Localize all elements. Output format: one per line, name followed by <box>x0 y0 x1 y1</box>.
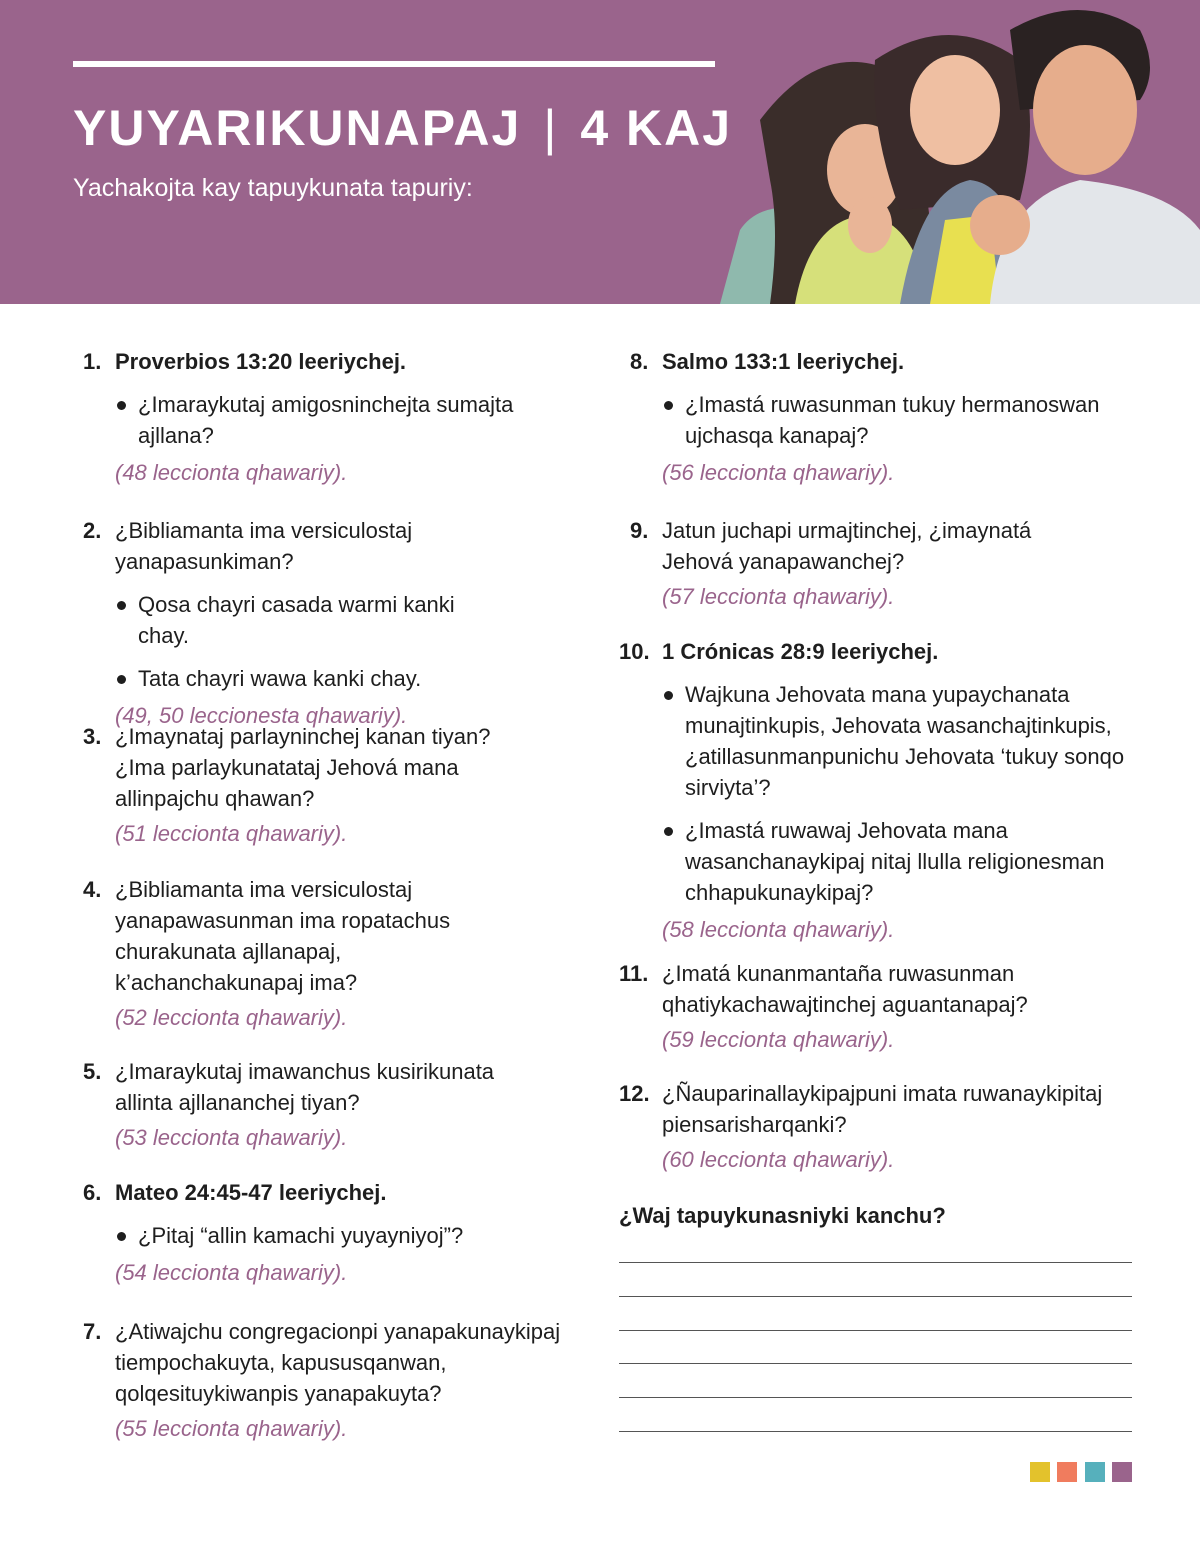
question-text: Salmo 133:1 leeriychej. <box>662 349 905 374</box>
question-number: 6. <box>83 1180 102 1205</box>
bullet-point: ¿Pitaj “allin kamachi yuyayniyoj”? <box>115 1220 585 1251</box>
question-number: 7. <box>83 1319 102 1344</box>
lesson-reference: (55 leccionta qhawariy). <box>115 1416 348 1441</box>
lesson-reference: (59 leccionta qhawariy). <box>662 1027 895 1052</box>
question-number: 2. <box>83 518 102 543</box>
bullet-point: ¿Imaraykutaj amigosninchejta sumajta ajllana? <box>115 389 585 451</box>
question-item <box>83 1177 583 1288</box>
family-praying-illustration <box>700 0 1200 304</box>
question-number: 9. <box>630 518 649 543</box>
question-text: ¿Imatá kunanmantaña ruwasunman qhatiykachawajtinchej aguantanapaj? <box>662 961 1028 1017</box>
lesson-reference: (58 leccionta qhawariy). <box>662 917 895 942</box>
color-square-purple <box>1112 1462 1132 1482</box>
extra-question-label: ¿Waj tapuykunasniyki kanchu? <box>619 1203 946 1228</box>
question-text: Jatun juchapi urmajtinchej, ¿imaynatá Jehová yanapawanchej? <box>662 518 1032 574</box>
lesson-reference: (57 leccionta qhawariy). <box>662 584 895 609</box>
question-item <box>630 346 1130 488</box>
question-number: 12. <box>619 1081 650 1106</box>
answer-line[interactable] <box>619 1330 1132 1331</box>
question-number: 10. <box>619 639 650 664</box>
question-number: 1. <box>83 349 102 374</box>
bullet-point: Wajkuna Jehovata mana yupaychanata munajtinkupis, Jehovata wasanchajtinkupis, ¿atillasunmanpunichu Jehovata ‘tukuy sonqo sirviyta’? <box>662 679 1182 803</box>
question-text: ¿Bibliamanta ima versiculostaj yanapawasunman ima ropatachus churakunata ajllanapaj, k’achanchakunapaj ima? <box>115 877 451 995</box>
subtitle: Yachakojta kay tapuykunata tapuriy: <box>73 174 473 202</box>
question-text: 1 Crónicas 28:9 leeriychej. <box>662 639 939 664</box>
question-item <box>83 1316 583 1444</box>
lesson-reference: (53 leccionta qhawariy). <box>115 1125 348 1150</box>
question-number: 11. <box>619 961 649 986</box>
question-number: 5. <box>83 1059 102 1084</box>
header-banner <box>0 0 1200 304</box>
question-number: 8. <box>630 349 649 374</box>
answer-line[interactable] <box>619 1262 1132 1263</box>
question-text: ¿Atiwajchu congregacionpi yanapakunaykipaj tiempochakuyta, kapususqanwan, qolqesituykiwanpis yanapakuyta? <box>115 1319 561 1406</box>
question-item <box>83 721 583 849</box>
question-text: ¿Imaraykutaj imawanchus kusirikunata allinta ajllananchej tiyan? <box>115 1059 495 1115</box>
color-square-teal <box>1085 1462 1105 1482</box>
title-right: 4 KAJ <box>580 100 733 156</box>
bullet-point: ¿Imastá ruwawaj Jehovata mana wasanchanaykipaj nitaj llulla religionesman chhapukunaykipaj? <box>662 815 1182 908</box>
bullet-point: Tata chayri wawa kanki chay. <box>115 663 465 694</box>
question-text: ¿Bibliamanta ima versiculostaj yanapasunkiman? <box>115 518 413 574</box>
bullet-point: Qosa chayri casada warmi kanki chay. <box>115 589 465 651</box>
page-title <box>73 98 732 158</box>
answer-line[interactable] <box>619 1296 1132 1297</box>
answer-line[interactable] <box>619 1363 1132 1364</box>
question-item <box>619 1078 1119 1175</box>
title-left: YUYARIKUNAPAJ <box>73 100 522 156</box>
header-rule <box>73 61 715 67</box>
lesson-reference: (54 leccionta qhawariy). <box>115 1260 348 1285</box>
question-item <box>83 515 583 731</box>
question-text: ¿Imaynataj parlayninchej kanan tiyan? ¿Ima parlaykunatataj Jehová mana allinpajchu qhawan? <box>115 724 491 811</box>
question-item <box>619 958 1119 1055</box>
question-text: ¿Ñauparinallaykipajpuni imata ruwanaykipitaj piensarisharqanki? <box>662 1081 1103 1137</box>
lesson-reference: (52 leccionta qhawariy). <box>115 1005 348 1030</box>
question-item <box>83 346 583 488</box>
question-item <box>83 874 583 1033</box>
lesson-reference: (60 leccionta qhawariy). <box>662 1147 895 1172</box>
question-item <box>619 636 1125 945</box>
question-number: 3. <box>83 724 102 749</box>
answer-line[interactable] <box>619 1431 1132 1432</box>
lesson-reference: (51 leccionta qhawariy). <box>115 821 348 846</box>
question-item <box>83 1056 583 1153</box>
bullet-point: ¿Imastá ruwasunman tukuy hermanoswan ujchasqa kanapaj? <box>662 389 1162 451</box>
color-square-coral <box>1057 1462 1077 1482</box>
color-square-yellow <box>1030 1462 1050 1482</box>
question-number: 4. <box>83 877 102 902</box>
title-separator: | <box>543 100 559 156</box>
question-text: Proverbios 13:20 leeriychej. <box>115 349 407 374</box>
question-item <box>630 515 1130 612</box>
lesson-reference: (48 leccionta qhawariy). <box>115 460 348 485</box>
question-text: Mateo 24:45-47 leeriychej. <box>115 1180 387 1205</box>
lesson-reference: (56 leccionta qhawariy). <box>662 460 895 485</box>
lesson-reference: (49, 50 leccionesta qhawariy). <box>115 703 408 728</box>
answer-line[interactable] <box>619 1397 1132 1398</box>
